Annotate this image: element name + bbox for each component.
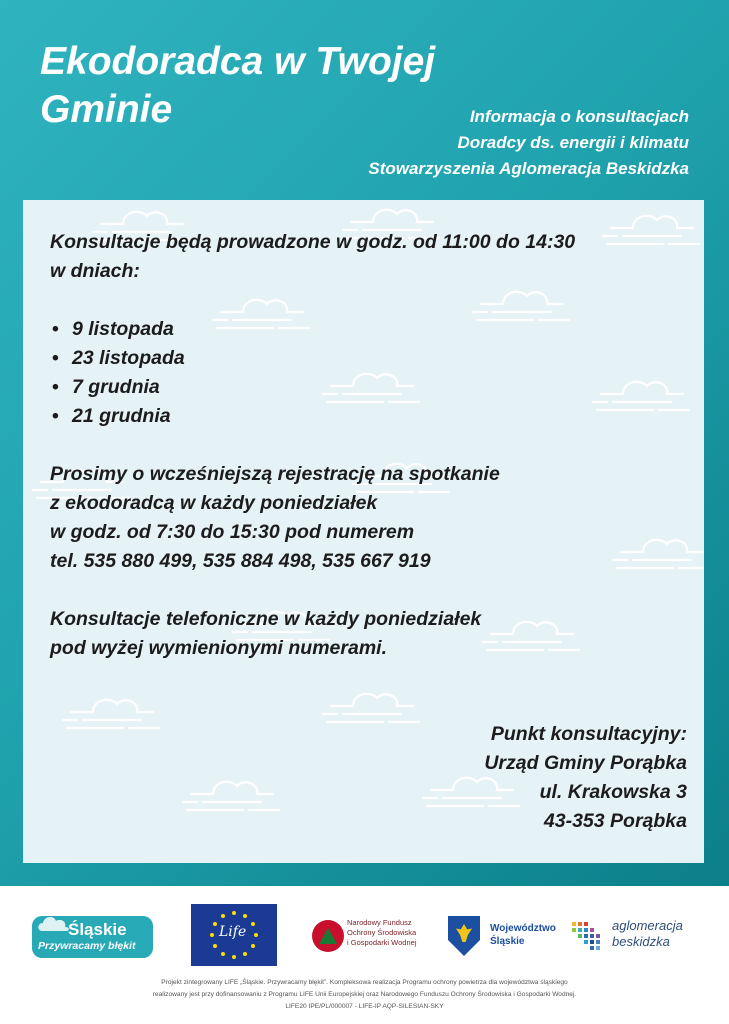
logo-text: Life xyxy=(219,924,247,940)
logo-text xyxy=(347,918,416,948)
address-line: ul. Krakowska 3 xyxy=(539,781,687,803)
logo-text-line: Ochrony Środowiska xyxy=(347,928,417,937)
coat-of-arms-icon xyxy=(448,916,480,956)
logo-text xyxy=(490,922,556,948)
subtitle-line: Doradcy ds. energii i klimatu xyxy=(457,133,689,152)
date-item: • 21 grudnia xyxy=(50,402,680,431)
logo-text: Śląskie xyxy=(68,920,127,939)
logo-text-line: Śląskie xyxy=(490,936,525,947)
nfosigw-logo xyxy=(310,914,430,964)
consultation-address xyxy=(484,720,687,836)
footnote-line: realizowany jest przy dofinansowaniu z Programu LIFE Unii Europejskiej oraz Narodowego Funduszu Ochrony Środowiska i Gospodarki Wodnej. xyxy=(152,991,577,998)
logo-text-line: beskidzka xyxy=(612,934,670,949)
address-line: Urząd Gminy Porąbka xyxy=(484,752,687,774)
slaskie-logo xyxy=(32,916,153,958)
funding-footnote xyxy=(40,977,689,1013)
date-item: • 23 listopada xyxy=(50,344,680,373)
logo-text xyxy=(612,918,683,950)
footer xyxy=(0,886,729,1024)
logo-text-line: i Gospodarki Wodnej xyxy=(347,938,417,947)
registration-text: w godz. od 7:30 do 15:30 pod numerem xyxy=(50,521,415,543)
address-line: Punkt konsultacyjny: xyxy=(490,723,687,745)
registration-text: Prosimy o wcześniejszą rejestrację na spotkanie xyxy=(50,463,500,485)
consultation-info xyxy=(50,228,680,663)
logo-text-line: aglomeracja xyxy=(612,918,683,933)
eu-life-logo xyxy=(191,904,277,966)
subtitle-line: Stowarzyszenia Aglomeracja Beskidzka xyxy=(368,159,689,178)
intro-text: Konsultacje będą prowadzone w godz. od 11:00 do 14:30 xyxy=(50,231,576,253)
nfosigw-seal-icon xyxy=(312,920,344,952)
footnote-line: Projekt zintegrowany LIFE „Śląskie. Przywracamy błękit”. Kompleksowa realizacja Programu ochrony powietrza dla województwa śląskiego xyxy=(161,979,568,986)
address-line: 43-353 Porąbka xyxy=(543,810,687,832)
phone-consult-text: Konsultacje telefoniczne w każdy poniedziałek xyxy=(50,608,482,630)
logo-text-line: Narodowy Fundusz xyxy=(347,918,412,927)
title-line: Gminie xyxy=(40,88,173,131)
phone-consult-text: pod wyżej wymienionymi numerami. xyxy=(50,637,387,659)
info-panel xyxy=(23,200,704,863)
cloud-icon xyxy=(36,911,72,935)
intro-text: w dniach: xyxy=(50,260,140,282)
phone-numbers: tel. 535 880 499, 535 884 498, 535 667 919 xyxy=(50,550,431,572)
logo-text-line: Województwo xyxy=(490,923,556,934)
footnote-line: LIFE20 IPE/PL/000007 - LIFE-IP AQP-SILESIAN-SKY xyxy=(285,1003,444,1010)
subtitle-line: Informacja o konsultacjach xyxy=(469,107,689,126)
logo-text: Przywracamy błękit xyxy=(38,940,136,952)
sponsor-logos xyxy=(0,904,729,972)
dot-map-icon xyxy=(568,916,610,958)
registration-text: z ekodoradcą w każdy poniedziałek xyxy=(50,492,378,514)
title-line: Ekodoradca w Twojej xyxy=(40,40,436,83)
subtitle xyxy=(269,104,689,182)
date-item: • 7 grudnia xyxy=(50,373,680,402)
wojewodztwo-slaskie-logo xyxy=(448,914,558,964)
aglomeracja-beskidzka-logo xyxy=(568,912,708,966)
date-item: • 9 listopada xyxy=(50,315,680,344)
date-list xyxy=(50,315,680,431)
